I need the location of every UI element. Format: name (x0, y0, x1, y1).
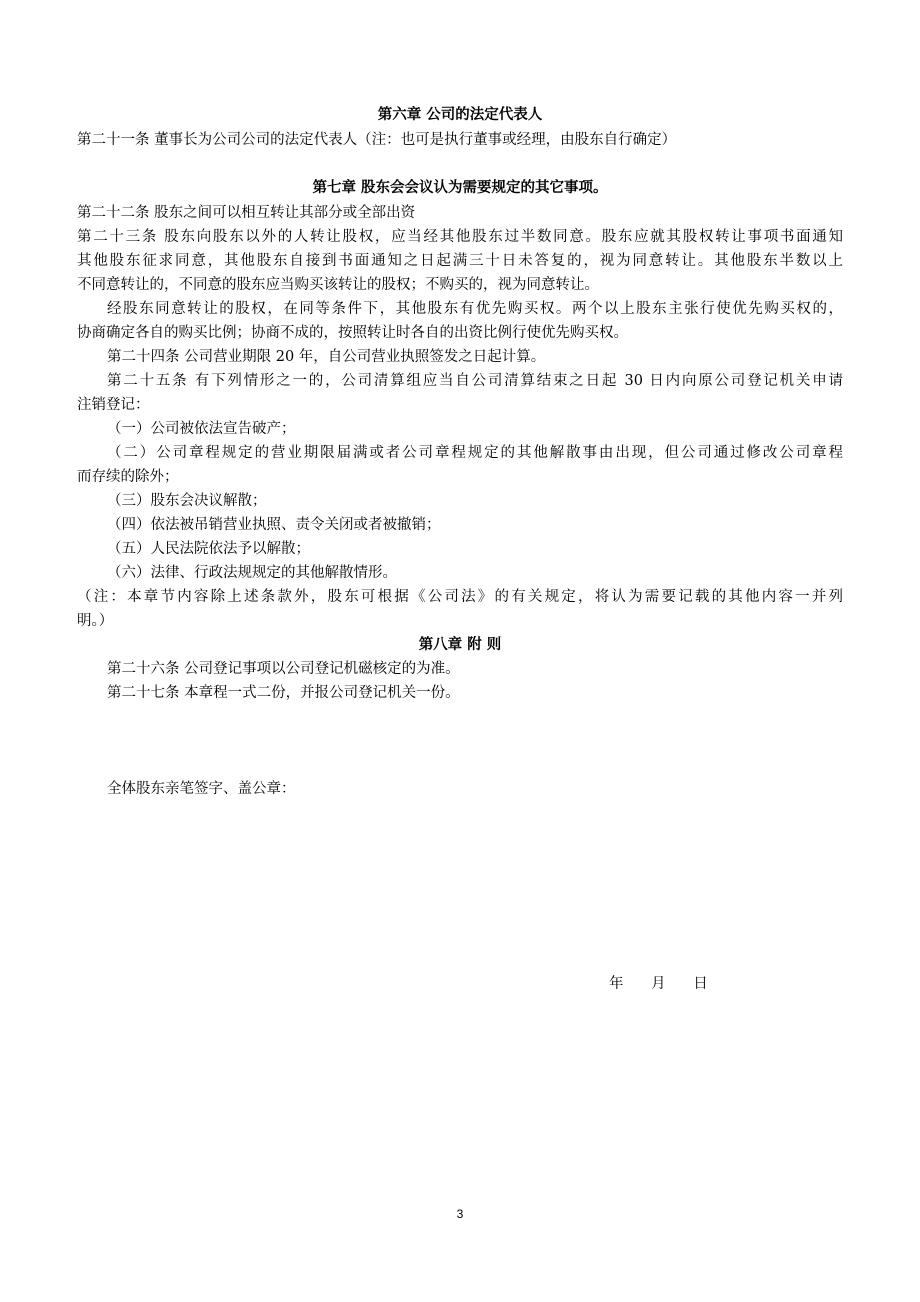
article-25-line-2: 注销登记： (77, 397, 150, 413)
dissolution-item-3: （三）股东会决议解散； (107, 493, 267, 509)
note-line-2: 明。） (77, 613, 114, 629)
dissolution-item-6: （六）法律、行政法规规定的其他解散情形。 (107, 565, 397, 581)
article-25-line-1: 第二十五条 有下列情形之一的，公司清算组应当自公司清算结束之日起 30 日内向原公司登记机关申请 (107, 373, 843, 389)
article-26: 第二十六条 公司登记事项以公司登记机磁核定的为准。 (107, 661, 460, 677)
signature-label: 全体股东亲笔签字、盖公章： (107, 781, 296, 797)
dissolution-item-2-continued: 而存续的除外； (77, 469, 179, 485)
dissolution-item-5: （五）人民法院依法予以解散； (107, 541, 310, 557)
chapter-8-title: 第八章 附 则 (418, 636, 502, 653)
dissolution-item-2: （二）公司章程规定的营业期限届满或者公司章程规定的其他解散事由出现，但公司通过修改公司章程 (107, 445, 843, 461)
dissolution-item-1: （一）公司被依法宣告破产； (107, 421, 296, 437)
dissolution-item-4: （四）依法被吊销营业执照、责令关闭或者被撤销； (107, 517, 441, 533)
preemption-line-1: 经股东同意转让的股权，在同等条件下，其他股东有优先购买权。两个以上股东主张行使优先购买权的， (107, 301, 843, 317)
article-24: 第二十四条 公司营业期限 20 年，自公司营业执照签发之日起计算。 (107, 349, 546, 365)
article-23-line-1: 第二十三条 股东向股东以外的人转让股权，应当经其他股东过半数同意。股东应就其股权转让事项书面通知 (77, 229, 843, 245)
article-21: 第二十一条 董事长为公司公司的法定代表人（注：也可是执行董事或经理，由股东自行确定） (77, 132, 677, 148)
article-23-line-3: 不同意转让的，不同意的股东应当购买该转让的股权；不购买的，视为同意转让。 (77, 277, 599, 293)
article-27: 第二十七条 本章程一式二份，并报公司登记机关一份。 (107, 685, 460, 701)
chapter-6-title: 第六章 公司的法定代表人 (377, 106, 543, 123)
page-number: 3 (456, 1207, 464, 1221)
chapter-7-title: 第七章 股东会会议认为需要规定的其它事项。 (312, 179, 608, 196)
article-23-line-2: 其他股东征求同意，其他股东自接到书面通知之日起满三十日未答复的，视为同意转让。其他股东半数以上 (77, 253, 843, 269)
note-line-1: （注：本章节内容除上述条款外，股东可根据《公司法》的有关规定，将认为需要记载的其他内容一并列 (77, 589, 843, 605)
article-22: 第二十二条 股东之间可以相互转让其部分或全部出资 (77, 205, 416, 221)
signature-date: 年 月 日 (609, 976, 708, 992)
preemption-line-2: 协商确定各自的购买比例；协商不成的，按照转让时各自的出资比例行使优先购买权。 (77, 325, 628, 341)
